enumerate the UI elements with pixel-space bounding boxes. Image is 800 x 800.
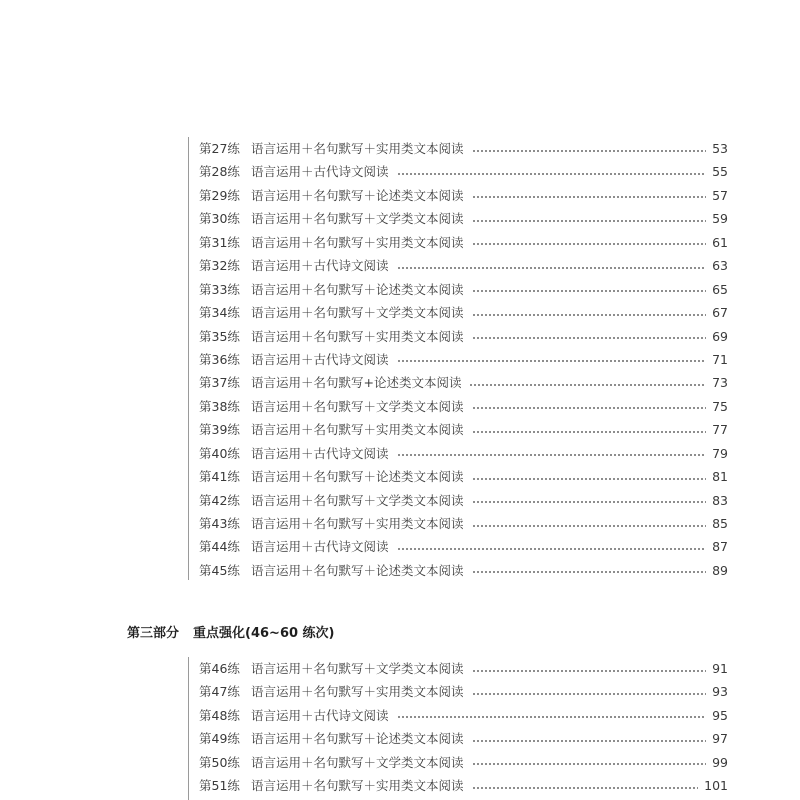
toc-entry[interactable] bbox=[189, 325, 731, 348]
toc-entry[interactable] bbox=[189, 751, 731, 774]
toc-entry[interactable] bbox=[189, 680, 731, 703]
toc-entry-page: 73 bbox=[712, 375, 728, 391]
toc-entry-page: 85 bbox=[712, 516, 728, 531]
toc-entry-page: 67 bbox=[712, 305, 728, 321]
toc-entry-title: 语言运用＋名句默写+论述类文本阅读 bbox=[251, 375, 462, 391]
dot-leader bbox=[472, 220, 706, 222]
toc-entry-number: 第38练 bbox=[199, 398, 240, 414]
dot-leader bbox=[472, 763, 706, 765]
toc-entry-title: 语言运用＋古代诗文阅读 bbox=[251, 351, 389, 367]
dot-leader bbox=[472, 196, 706, 198]
toc-entry[interactable] bbox=[189, 160, 731, 183]
toc-entry-page: 101 bbox=[704, 778, 728, 794]
toc-entry-title: 语言运用＋古代诗文阅读 bbox=[251, 258, 389, 274]
toc-entry-number: 第43练 bbox=[199, 516, 240, 531]
toc-entry[interactable] bbox=[189, 184, 731, 207]
toc-entry-number: 第45练 bbox=[199, 562, 240, 578]
part-three-heading bbox=[127, 623, 335, 645]
part-title: 重点强化(46~60 练次) bbox=[193, 626, 335, 641]
toc-entry-title: 语言运用＋名句默写＋论述类文本阅读 bbox=[251, 731, 464, 747]
toc-entry[interactable] bbox=[189, 231, 731, 254]
toc-entry[interactable] bbox=[189, 489, 731, 512]
toc-entry[interactable] bbox=[189, 442, 731, 465]
toc-entry-page: 71 bbox=[712, 351, 728, 367]
toc-entry-page: 69 bbox=[712, 328, 728, 344]
dot-leader bbox=[397, 360, 706, 362]
toc-entry[interactable] bbox=[189, 535, 731, 558]
dot-leader bbox=[472, 571, 706, 573]
dot-leader bbox=[469, 384, 706, 386]
toc-entry-number: 第30练 bbox=[199, 211, 240, 227]
toc-section-2 bbox=[188, 657, 731, 800]
toc-entry-page: 99 bbox=[712, 754, 728, 770]
toc-entry-number: 第49练 bbox=[199, 731, 240, 747]
toc-entry[interactable] bbox=[189, 278, 731, 301]
toc-entry-number: 第42练 bbox=[199, 492, 240, 508]
toc-entry-page: 89 bbox=[712, 562, 728, 578]
toc-entry-page: 55 bbox=[712, 164, 728, 180]
toc-entry-page: 97 bbox=[712, 731, 728, 747]
dot-leader bbox=[472, 431, 706, 433]
dot-leader bbox=[472, 478, 706, 480]
toc-entry[interactable] bbox=[189, 137, 731, 160]
dot-leader bbox=[397, 173, 706, 175]
toc-entry[interactable] bbox=[189, 207, 731, 230]
toc-entry-page: 65 bbox=[712, 281, 728, 297]
dot-leader bbox=[472, 243, 706, 245]
toc-entry[interactable] bbox=[189, 301, 731, 324]
toc-entry-title: 语言运用＋名句默写＋实用类文本阅读 bbox=[251, 422, 464, 438]
toc-entry-page: 61 bbox=[712, 234, 728, 250]
dot-leader bbox=[472, 337, 706, 339]
toc-entry-number: 第36练 bbox=[199, 351, 240, 367]
toc-entry-title: 语言运用＋名句默写＋论述类文本阅读 bbox=[251, 562, 464, 578]
toc-entry-number: 第48练 bbox=[199, 707, 240, 723]
toc-entry-number: 第34练 bbox=[199, 305, 240, 321]
toc-entry-number: 第33练 bbox=[199, 281, 240, 297]
toc-entry-number: 第31练 bbox=[199, 234, 240, 250]
toc-entry-page: 81 bbox=[712, 469, 728, 485]
toc-entry-number: 第51练 bbox=[199, 778, 240, 794]
toc-entry-page: 91 bbox=[712, 661, 728, 676]
dot-leader bbox=[397, 267, 706, 269]
toc-entry-page: 53 bbox=[712, 141, 728, 156]
toc-entry-title: 语言运用＋名句默写＋论述类文本阅读 bbox=[251, 187, 464, 203]
toc-entry[interactable] bbox=[189, 727, 731, 750]
toc-entry-number: 第40练 bbox=[199, 445, 240, 461]
toc-entry-title: 语言运用＋名句默写＋文学类文本阅读 bbox=[251, 754, 464, 770]
toc-entry-number: 第50练 bbox=[199, 754, 240, 770]
dot-leader bbox=[472, 314, 706, 316]
dot-leader bbox=[472, 787, 698, 789]
dot-leader bbox=[472, 525, 706, 527]
toc-entry-number: 第32练 bbox=[199, 258, 240, 274]
toc-entry-number: 第39练 bbox=[199, 422, 240, 438]
toc-entry-title: 语言运用＋名句默写＋文学类文本阅读 bbox=[251, 305, 464, 321]
toc-entry-title: 语言运用＋名句默写＋实用类文本阅读 bbox=[251, 234, 464, 250]
toc-entry-title: 语言运用＋名句默写＋文学类文本阅读 bbox=[251, 211, 464, 227]
toc-entry-title: 语言运用＋古代诗文阅读 bbox=[251, 707, 389, 723]
toc-entry-number: 第35练 bbox=[199, 328, 240, 344]
toc-section-1 bbox=[188, 137, 731, 580]
toc-entry[interactable] bbox=[189, 657, 731, 680]
toc-entry-title: 语言运用＋名句默写＋文学类文本阅读 bbox=[251, 492, 464, 508]
toc-entry-title: 语言运用＋名句默写＋实用类文本阅读 bbox=[251, 328, 464, 344]
toc-entry-title: 语言运用＋古代诗文阅读 bbox=[251, 445, 389, 461]
toc-entry-number: 第37练 bbox=[199, 375, 240, 391]
toc-entry-title: 语言运用＋名句默写＋实用类文本阅读 bbox=[251, 684, 464, 700]
toc-entry-page: 75 bbox=[712, 398, 728, 414]
toc-entry-title: 语言运用＋名句默写＋文学类文本阅读 bbox=[251, 398, 464, 414]
dot-leader bbox=[472, 670, 706, 672]
part-label: 第三部分 bbox=[127, 626, 180, 641]
toc-entry[interactable] bbox=[189, 512, 731, 535]
dot-leader bbox=[472, 693, 706, 695]
dot-leader bbox=[397, 548, 706, 550]
toc-entry-page: 93 bbox=[712, 684, 728, 700]
toc-entry-number: 第28练 bbox=[199, 164, 240, 180]
dot-leader bbox=[472, 407, 706, 409]
toc-entry[interactable] bbox=[189, 371, 731, 394]
dot-leader bbox=[397, 454, 706, 456]
toc-entry-page: 59 bbox=[712, 211, 728, 227]
toc-entry-title: 语言运用＋古代诗文阅读 bbox=[251, 539, 389, 555]
toc-entry[interactable] bbox=[189, 348, 731, 371]
toc-entry-number: 第29练 bbox=[199, 187, 240, 203]
toc-entry-page: 57 bbox=[712, 187, 728, 203]
toc-entry-number: 第27练 bbox=[199, 141, 240, 156]
toc-entry-number: 第47练 bbox=[199, 684, 240, 700]
dot-leader bbox=[472, 501, 706, 503]
toc-entry-title: 语言运用＋名句默写＋论述类文本阅读 bbox=[251, 469, 464, 485]
toc-entry[interactable] bbox=[189, 704, 731, 727]
dot-leader bbox=[397, 716, 706, 718]
dot-leader bbox=[472, 740, 706, 742]
toc-entry-page: 63 bbox=[712, 258, 728, 274]
toc-entry-number: 第41练 bbox=[199, 469, 240, 485]
toc-entry[interactable] bbox=[189, 774, 731, 797]
toc-entry-title: 语言运用＋名句默写＋论述类文本阅读 bbox=[251, 281, 464, 297]
toc-entry[interactable] bbox=[189, 418, 731, 441]
toc-entry-title: 语言运用＋名句默写＋实用类文本阅读 bbox=[251, 516, 464, 531]
toc-entry-number: 第44练 bbox=[199, 539, 240, 555]
toc-entry-page: 77 bbox=[712, 422, 728, 438]
toc-entry-page: 79 bbox=[712, 445, 728, 461]
toc-entry[interactable] bbox=[189, 395, 731, 418]
toc-entry-page: 95 bbox=[712, 707, 728, 723]
toc-entry-title: 语言运用＋古代诗文阅读 bbox=[251, 164, 389, 180]
toc-entry[interactable] bbox=[189, 465, 731, 488]
toc-entry[interactable] bbox=[189, 559, 731, 582]
toc-entry-title: 语言运用＋名句默写＋实用类文本阅读 bbox=[251, 141, 464, 156]
toc-entry-page: 83 bbox=[712, 492, 728, 508]
dot-leader bbox=[472, 290, 706, 292]
toc-entry-title: 语言运用＋名句默写＋实用类文本阅读 bbox=[251, 778, 464, 794]
toc-entry[interactable] bbox=[189, 254, 731, 277]
toc-entry-title: 语言运用＋名句默写＋文学类文本阅读 bbox=[251, 661, 464, 676]
toc-entry-page: 87 bbox=[712, 539, 728, 555]
dot-leader bbox=[472, 150, 706, 152]
toc-entry-number: 第46练 bbox=[199, 661, 240, 676]
